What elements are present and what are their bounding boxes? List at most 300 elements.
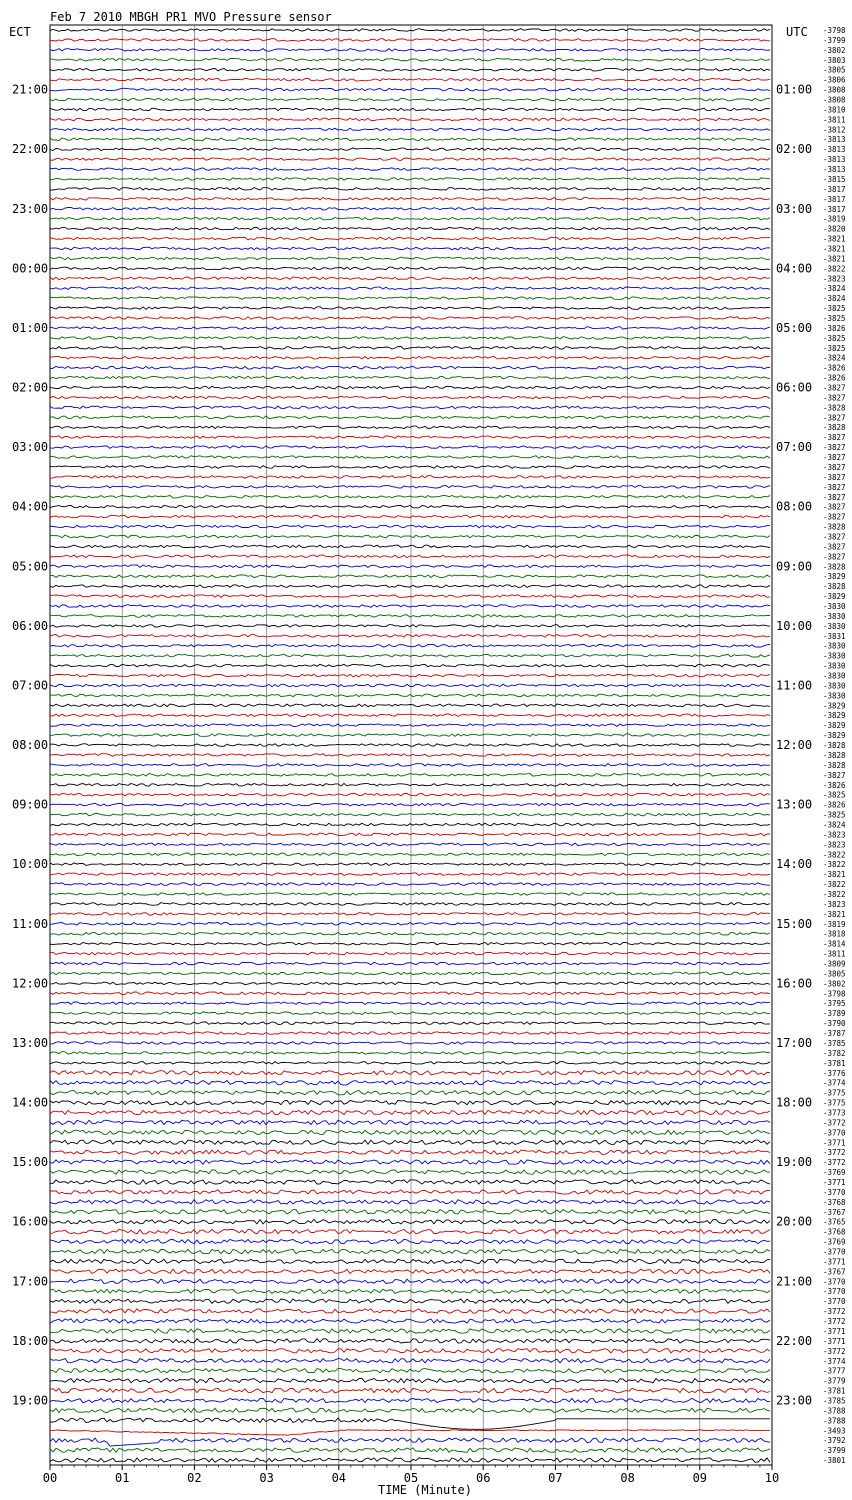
right-hour-label: 04:00	[776, 261, 813, 276]
trace-value-label: -3830	[823, 661, 846, 671]
seismic-trace	[50, 128, 770, 131]
left-hour-label: 21:00	[12, 82, 49, 97]
trace-value-label: -3827	[823, 413, 846, 423]
trace-value-label: -3792	[823, 1436, 846, 1446]
seismic-trace	[50, 416, 770, 419]
x-tick-label: 05	[403, 1471, 419, 1485]
trace-value-label: -3767	[823, 1267, 846, 1277]
right-hour-label: 22:00	[776, 1333, 813, 1348]
trace-value-label: -3827	[823, 433, 846, 443]
left-hour-label: 00:00	[12, 261, 49, 276]
seismic-trace	[50, 327, 770, 330]
seismic-trace	[50, 515, 770, 518]
trace-value-label: -3823	[823, 899, 846, 909]
seismic-trace	[50, 426, 770, 429]
trace-value-label: -3772	[823, 1346, 846, 1356]
seismic-trace	[50, 406, 770, 409]
left-hour-label: 07:00	[12, 678, 49, 693]
seismic-trace	[50, 704, 770, 707]
seismic-trace	[50, 68, 770, 71]
seismic-trace	[50, 992, 770, 995]
seismic-trace	[50, 1120, 770, 1124]
trace-value-label: -3789	[823, 1009, 846, 1019]
trace-value-label: -3827	[823, 512, 846, 522]
seismic-trace	[50, 555, 770, 558]
trace-value-label: -3827	[823, 472, 846, 482]
seismic-trace	[50, 317, 770, 320]
right-hour-label: 15:00	[776, 916, 813, 931]
seismic-trace	[50, 168, 770, 171]
trace-value-label: -3829	[823, 572, 846, 582]
right-hour-label: 16:00	[776, 976, 813, 991]
seismic-trace	[50, 1398, 770, 1402]
seismic-trace	[50, 1170, 770, 1174]
seismic-trace	[50, 833, 770, 836]
trace-value-label: -3493	[823, 1426, 846, 1436]
seismic-trace	[50, 138, 770, 141]
trace-value-label: -3810	[823, 105, 846, 115]
seismic-trace	[50, 227, 770, 230]
trace-value-label: -3817	[823, 184, 846, 194]
trace-value-label: -3798	[823, 989, 846, 999]
seismic-trace	[50, 337, 770, 340]
seismic-trace	[50, 1418, 770, 1429]
trace-value-label: -3827	[823, 552, 846, 562]
trace-value-label: -3785	[823, 1396, 846, 1406]
left-time-labels	[12, 83, 48, 1408]
trace-value-label: -3830	[823, 691, 846, 701]
seismic-trace	[50, 1100, 770, 1104]
seismic-trace	[50, 59, 770, 62]
trace-value-label: -3828	[823, 562, 846, 572]
trace-value-label: -3826	[823, 800, 846, 810]
trace-value-label: -3770	[823, 1128, 846, 1138]
trace-value-label: -3769	[823, 1237, 846, 1247]
seismic-trace	[50, 476, 770, 479]
right-hour-label: 10:00	[776, 618, 813, 633]
trace-value-label: -3824	[823, 353, 846, 363]
trace-value-label: -3777	[823, 1366, 846, 1376]
trace-value-label: -3826	[823, 363, 846, 373]
trace-value-label: -3827	[823, 492, 846, 502]
trace-value-label: -3772	[823, 1317, 846, 1327]
seismic-trace	[50, 813, 770, 816]
seismic-trace	[50, 942, 770, 945]
left-hour-label: 18:00	[12, 1333, 49, 1348]
trace-value-label: -3830	[823, 681, 846, 691]
trace-value-label: -3822	[823, 860, 846, 870]
seismic-trace	[50, 446, 770, 449]
trace-value-label: -3805	[823, 65, 846, 75]
seismic-trace	[50, 1032, 770, 1035]
right-hour-label: 11:00	[776, 678, 813, 693]
trace-value-label: -3772	[823, 1307, 846, 1317]
seismic-trace	[50, 39, 770, 42]
trace-value-label: -3799	[823, 35, 846, 45]
seismic-trace	[50, 188, 770, 191]
trace-value-label: -3827	[823, 462, 846, 472]
trace-value-label: -3768	[823, 1197, 846, 1207]
seismic-trace	[50, 793, 770, 796]
seismic-trace	[50, 366, 770, 369]
seismic-trace	[50, 396, 770, 399]
seismic-trace	[50, 1458, 770, 1462]
trace-value-label: -3827	[823, 542, 846, 552]
left-timezone-label: ECT	[9, 25, 31, 39]
trace-value-label: -3782	[823, 1048, 846, 1058]
trace-value-label: -3770	[823, 1187, 846, 1197]
seismic-trace	[50, 545, 770, 548]
seismic-trace	[50, 1378, 770, 1382]
trace-value-label: -3827	[823, 443, 846, 453]
right-hour-label: 18:00	[776, 1095, 813, 1110]
seismic-trace	[50, 49, 770, 52]
trace-value-label: -3813	[823, 135, 846, 145]
seismic-trace	[50, 1220, 770, 1224]
seismic-trace	[50, 1150, 770, 1154]
seismic-trace	[50, 754, 770, 757]
trace-value-label: -3771	[823, 1336, 846, 1346]
seismic-trace	[50, 1408, 770, 1412]
left-hour-label: 11:00	[12, 916, 49, 931]
seismic-trace	[50, 307, 770, 310]
trace-value-label: -3813	[823, 165, 846, 175]
trace-value-label: -3775	[823, 1088, 846, 1098]
trace-value-label: -3829	[823, 711, 846, 721]
seismic-trace	[50, 1062, 770, 1065]
trace-value-label: -3830	[823, 611, 846, 621]
trace-value-label: -3827	[823, 532, 846, 542]
trace-value-label: -3828	[823, 522, 846, 532]
trace-value-label: -3821	[823, 870, 846, 880]
trace-value-label: -3826	[823, 323, 846, 333]
trace-value-label: -3772	[823, 1148, 846, 1158]
right-hour-label: 02:00	[776, 142, 813, 157]
seismic-trace	[50, 297, 770, 300]
trace-value-labels	[823, 26, 846, 1465]
seismic-trace	[50, 1022, 770, 1025]
seismic-trace	[50, 803, 770, 806]
right-hour-label: 01:00	[776, 82, 813, 97]
x-tick-label: 06	[475, 1471, 491, 1485]
trace-value-label: -3809	[823, 959, 846, 969]
seismic-trace	[50, 1200, 770, 1204]
seismic-trace	[50, 853, 770, 856]
seismic-trace	[50, 734, 770, 737]
trace-value-label: -3779	[823, 1376, 846, 1386]
x-tick-label: 07	[548, 1471, 563, 1485]
seismic-trace	[50, 714, 770, 717]
trace-value-label: -3788	[823, 1406, 846, 1416]
trace-value-label: -3771	[823, 1257, 846, 1267]
trace-value-label: -3829	[823, 721, 846, 731]
right-time-labels	[776, 83, 812, 1408]
seismic-trace	[50, 198, 770, 201]
trace-value-label: -3826	[823, 780, 846, 790]
seismic-trace	[50, 784, 770, 787]
trace-value-label: -3774	[823, 1356, 846, 1366]
trace-value-label: -3823	[823, 840, 846, 850]
seismic-trace	[50, 98, 770, 101]
trace-value-label: -3823	[823, 274, 846, 284]
trace-value-label: -3824	[823, 294, 846, 304]
trace-value-label: -3822	[823, 880, 846, 890]
seismic-trace	[50, 1359, 770, 1363]
right-hour-label: 17:00	[776, 1035, 813, 1050]
trace-value-label: -3827	[823, 393, 846, 403]
seismic-trace	[50, 1071, 770, 1075]
chart-title: Feb 7 2010 MBGH PR1 MVO Pressure sensor	[50, 10, 332, 24]
left-hour-label: 12:00	[12, 976, 49, 991]
seismic-trace	[50, 178, 770, 181]
seismic-trace	[50, 883, 770, 886]
seismic-trace	[50, 496, 770, 499]
trace-value-label: -3824	[823, 284, 846, 294]
seismic-trace	[50, 436, 770, 439]
trace-value-label: -3815	[823, 174, 846, 184]
trace-value-label: -3827	[823, 482, 846, 492]
seismic-trace	[50, 1249, 770, 1253]
seismic-trace	[50, 1210, 770, 1214]
seismic-trace	[50, 1329, 770, 1333]
trace-value-label: -3770	[823, 1277, 846, 1287]
seismic-trace	[50, 1438, 770, 1446]
seismic-trace	[50, 1081, 770, 1085]
trace-value-label: -3821	[823, 234, 846, 244]
trace-value-label: -3801	[823, 1456, 846, 1466]
right-hour-label: 06:00	[776, 380, 813, 395]
x-tick-label: 01	[114, 1471, 130, 1485]
left-hour-label: 01:00	[12, 320, 49, 335]
seismic-trace	[50, 694, 770, 697]
seismic-trace	[50, 1388, 770, 1392]
seismic-trace	[50, 774, 770, 777]
seismic-trace	[50, 923, 770, 926]
seismic-trace	[50, 535, 770, 538]
x-axis-label: TIME (Minute)	[378, 1483, 472, 1497]
seismic-trace	[50, 287, 770, 290]
seismic-trace	[50, 913, 770, 916]
trace-value-label: -3788	[823, 1416, 846, 1426]
trace-value-label: -3818	[823, 929, 846, 939]
left-hour-label: 10:00	[12, 857, 49, 872]
seismic-trace	[50, 88, 770, 91]
left-hour-label: 06:00	[12, 618, 49, 633]
trace-value-label: -3802	[823, 45, 846, 55]
seismic-trace	[50, 1239, 770, 1243]
right-hour-label: 03:00	[776, 201, 813, 216]
trace-value-label: -3776	[823, 1068, 846, 1078]
x-tick-label: 09	[692, 1471, 708, 1485]
seismic-trace	[50, 1369, 770, 1373]
trace-value-label: -3825	[823, 304, 846, 314]
x-tick-label: 03	[259, 1471, 274, 1485]
seismic-trace	[50, 1190, 770, 1194]
trace-value-label: -3821	[823, 909, 846, 919]
trace-value-label: -3829	[823, 701, 846, 711]
trace-value-label: -3774	[823, 1078, 846, 1088]
x-tick-label: 04	[331, 1471, 347, 1485]
left-hour-label: 04:00	[12, 499, 49, 514]
trace-value-label: -3825	[823, 314, 846, 323]
seismic-trace	[50, 1130, 770, 1134]
trace-value-label: -3825	[823, 790, 846, 800]
left-hour-label: 09:00	[12, 797, 49, 812]
seismic-trace	[50, 595, 770, 598]
seismic-trace	[50, 1309, 770, 1313]
trace-value-label: -3825	[823, 810, 846, 820]
seismic-trace	[50, 1002, 770, 1005]
seismic-trace	[50, 1279, 770, 1283]
trace-value-label: -3830	[823, 641, 846, 651]
left-hour-label: 08:00	[12, 738, 49, 753]
trace-value-label: -3805	[823, 969, 846, 979]
trace-value-label: -3814	[823, 939, 846, 949]
right-hour-label: 19:00	[776, 1155, 813, 1170]
seismic-trace	[50, 1042, 770, 1045]
trace-value-label: -3787	[823, 1029, 846, 1039]
seismic-trace	[50, 724, 770, 727]
trace-value-label: -3770	[823, 1247, 846, 1257]
seismic-trace	[50, 664, 770, 667]
seismic-trace	[50, 347, 770, 350]
right-hour-label: 08:00	[776, 499, 813, 514]
trace-value-label: -3817	[823, 204, 846, 214]
trace-value-label: -3822	[823, 264, 846, 274]
trace-value-label: -3830	[823, 651, 846, 661]
left-hour-label: 02:00	[12, 380, 49, 395]
seismic-trace	[50, 29, 770, 32]
x-tick-label: 08	[620, 1471, 635, 1485]
seismic-trace	[50, 257, 770, 260]
trace-value-label: -3828	[823, 750, 846, 760]
x-tick-label: 10	[764, 1471, 780, 1485]
seismic-trace	[50, 764, 770, 767]
trace-value-label: -3781	[823, 1058, 846, 1068]
seismic-trace	[50, 1430, 770, 1435]
seismic-trace	[50, 356, 770, 359]
seismic-trace	[50, 1012, 770, 1015]
seismic-trace	[50, 744, 770, 747]
trace-value-label: -3773	[823, 1108, 846, 1118]
seismic-trace	[50, 486, 770, 489]
left-hour-label: 22:00	[12, 142, 49, 157]
trace-value-label: -3811	[823, 949, 846, 959]
x-axis-ticks	[43, 1465, 779, 1485]
trace-value-label: -3831	[823, 631, 846, 641]
seismic-trace	[50, 386, 770, 389]
seismic-trace	[50, 267, 770, 270]
right-hour-label: 20:00	[776, 1214, 813, 1229]
right-hour-label: 23:00	[776, 1393, 813, 1408]
trace-value-label: -3826	[823, 373, 846, 383]
seismic-trace	[50, 674, 770, 677]
trace-value-label: -3819	[823, 214, 846, 224]
trace-value-label: -3830	[823, 602, 846, 611]
trace-value-label: -3771	[823, 1178, 846, 1187]
trace-value-label: -3771	[823, 1326, 846, 1336]
right-hour-label: 12:00	[776, 738, 813, 753]
seismic-trace	[50, 237, 770, 240]
seismic-trace	[50, 932, 770, 935]
seismic-trace	[50, 277, 770, 280]
right-hour-label: 14:00	[776, 857, 813, 872]
trace-value-label: -3767	[823, 1207, 846, 1217]
seismic-trace	[50, 565, 770, 568]
seismic-trace	[50, 1230, 770, 1234]
seismic-trace	[50, 1160, 770, 1164]
seismic-trace	[50, 873, 770, 876]
trace-value-label: -3768	[823, 1227, 846, 1237]
trace-value-label: -3820	[823, 224, 846, 234]
trace-value-label: -3824	[823, 820, 846, 830]
seismic-trace	[50, 903, 770, 906]
trace-value-label: -3825	[823, 333, 846, 343]
trace-value-label: -3811	[823, 115, 846, 125]
trace-value-label: -3819	[823, 919, 846, 929]
left-hour-label: 23:00	[12, 201, 49, 216]
left-hour-label: 15:00	[12, 1155, 49, 1170]
left-hour-label: 13:00	[12, 1035, 49, 1050]
seismic-trace	[50, 962, 770, 965]
seismic-trace	[50, 1448, 770, 1452]
trace-value-label: -3821	[823, 254, 846, 264]
right-hour-label: 09:00	[776, 559, 813, 574]
right-hour-label: 21:00	[776, 1274, 813, 1289]
seismic-trace	[50, 158, 770, 161]
trace-group	[50, 29, 770, 1463]
trace-value-label: -3812	[823, 125, 846, 135]
trace-value-label: -3828	[823, 423, 846, 433]
right-timezone-label: UTC	[786, 25, 808, 39]
x-tick-label: 02	[187, 1471, 202, 1485]
right-hour-label: 07:00	[776, 440, 813, 455]
seismic-trace	[50, 217, 770, 220]
trace-value-label: -3830	[823, 671, 846, 681]
trace-value-label: -3827	[823, 453, 846, 463]
trace-value-label: -3825	[823, 343, 846, 353]
seismic-trace	[50, 684, 770, 687]
trace-value-label: -3827	[823, 502, 846, 512]
trace-value-label: -3798	[823, 26, 846, 35]
trace-value-label: -3829	[823, 731, 846, 741]
seismic-trace	[50, 625, 770, 628]
trace-value-label: -3772	[823, 1158, 846, 1168]
seismic-trace	[50, 654, 770, 657]
seismic-trace	[50, 247, 770, 250]
seismic-trace	[50, 1110, 770, 1114]
seismic-trace	[50, 1180, 770, 1184]
trace-value-label: -3785	[823, 1038, 846, 1048]
trace-value-label: -3770	[823, 1287, 846, 1297]
seismic-trace	[50, 1052, 770, 1055]
trace-value-label: -3829	[823, 592, 846, 602]
seismic-trace	[50, 575, 770, 578]
left-hour-label: 16:00	[12, 1214, 49, 1229]
seismic-trace	[50, 1339, 770, 1343]
seismic-trace	[50, 605, 770, 608]
trace-value-label: -3822	[823, 850, 846, 860]
trace-value-label: -3828	[823, 582, 846, 592]
trace-value-label: -3813	[823, 155, 846, 165]
trace-value-label: -3828	[823, 403, 846, 413]
trace-value-label: -3828	[823, 760, 846, 770]
trace-value-label: -3827	[823, 383, 846, 393]
seismic-trace	[50, 208, 770, 211]
seismic-trace	[50, 1140, 770, 1144]
trace-value-label: -3775	[823, 1098, 846, 1108]
seismic-trace	[50, 148, 770, 151]
